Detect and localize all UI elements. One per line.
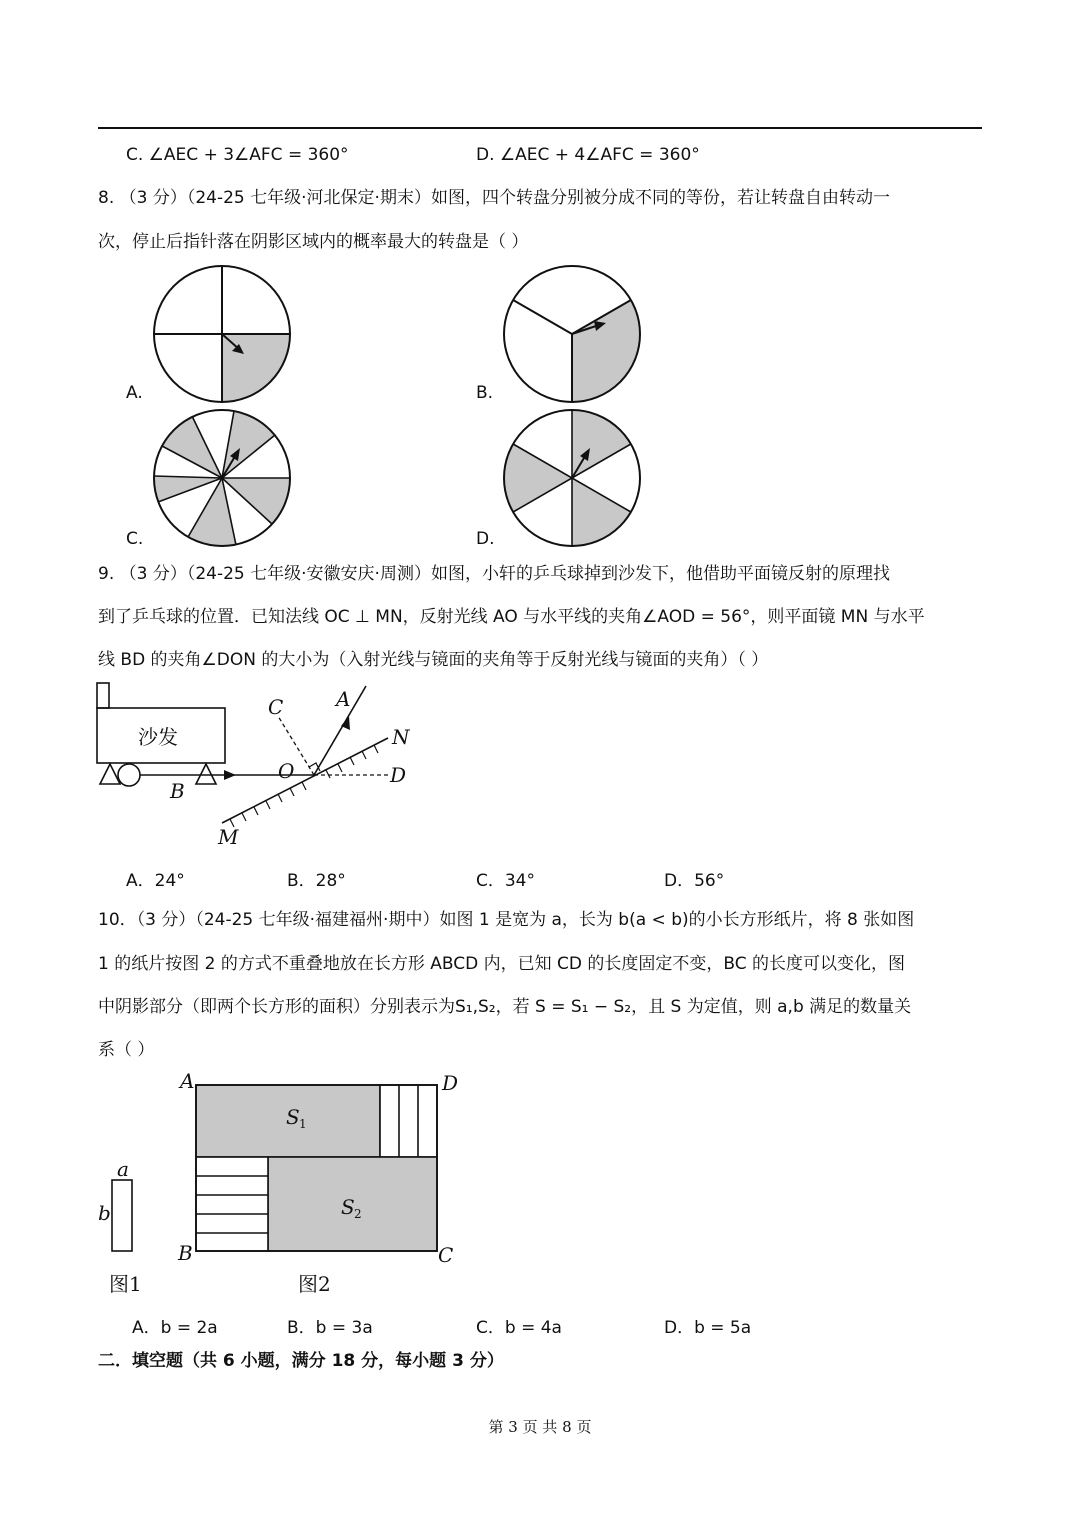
label-rect-b: B	[178, 1241, 193, 1265]
label-s2-sub: 2	[354, 1207, 362, 1221]
q8-option-c: C.	[126, 529, 144, 549]
label-a: A	[336, 687, 351, 711]
q9-option-b: B．28°	[287, 871, 346, 891]
label-s2: S	[341, 1195, 355, 1219]
fig2-caption: 图2	[298, 1272, 331, 1296]
q10-text-line3: 中阴影部分（即两个长方形的面积）分别表示为S₁,S₂，若 S = S₁ − S₂，且 S 为定值，则 a,b 满足的数量关	[98, 997, 912, 1017]
q9-option-a: A．24°	[126, 871, 185, 891]
fig1-caption: 图1	[109, 1272, 142, 1296]
label-d: D	[390, 763, 407, 787]
q9-option-c: C．34°	[476, 871, 536, 891]
q9-mirror-figure	[96, 680, 426, 850]
q8-text-line1: 8. （3 分）（24-25 七年级·河北保定·期末）如图，四个转盘分别被分成不同的等份，若让转盘自由转动一	[98, 188, 890, 208]
q7-option-d: D. ∠AEC + 4∠AFC = 360°	[476, 145, 700, 165]
spinner-b	[502, 264, 642, 404]
label-s1: S	[286, 1105, 300, 1129]
label-rect-a: A	[180, 1069, 195, 1093]
label-b-length: b	[98, 1201, 111, 1225]
label-m: M	[218, 825, 239, 849]
label-b: B	[170, 779, 185, 803]
q10-option-d: D．b = 5a	[664, 1318, 752, 1338]
q10-option-a: A．b = 2a	[132, 1318, 218, 1338]
spinner-d	[502, 408, 642, 548]
sofa-label: 沙发	[138, 725, 178, 749]
label-rect-c: C	[438, 1243, 454, 1267]
q10-rectangle-figure	[96, 1068, 476, 1298]
q8-text-line2: 次，停止后指针落在阴影区域内的概率最大的转盘是（ ）	[98, 232, 529, 252]
q9-text-line2: 到了乒乓球的位置．已知法线 OC ⊥ MN，反射光线 AO 与水平线的夹角∠AOD = 56°，则平面镜 MN 与水平	[98, 607, 925, 627]
header-rule	[98, 127, 982, 129]
label-c: C	[268, 695, 284, 719]
spinner-a	[152, 264, 292, 404]
q10-text-line4: 系（ ）	[98, 1040, 155, 1060]
q10-option-c: C．b = 4a	[476, 1318, 562, 1338]
label-a-width: a	[117, 1157, 129, 1181]
q9-text-line1: 9. （3 分）（24-25 七年级·安徽安庆·周测）如图，小轩的乒乓球掉到沙发下，他借助平面镜反射的原理找	[98, 564, 890, 584]
q10-text-line1: 10．（3 分）（24-25 七年级·福建福州·期中）如图 1 是宽为 a，长为 b(a < b)的小长方形纸片，将 8 张如图	[98, 910, 915, 930]
q8-option-a: A.	[126, 383, 143, 403]
label-n: N	[392, 725, 410, 749]
page-footer: 第 3 页 共 8 页	[488, 1418, 592, 1436]
q10-option-b: B．b = 3a	[287, 1318, 373, 1338]
q8-option-b: B.	[476, 383, 494, 403]
q9-text-line3: 线 BD 的夹角∠DON 的大小为（入射光线与镜面的夹角等于反射光线与镜面的夹角）（ ）	[98, 650, 769, 670]
label-rect-d: D	[442, 1071, 459, 1095]
q9-option-d: D．56°	[664, 871, 725, 891]
label-o: O	[278, 759, 295, 783]
section-2-heading: 二．填空题（共 6 小题，满分 18 分，每小题 3 分）	[98, 1351, 504, 1371]
q7-option-c: C. ∠AEC + 3∠AFC = 360°	[126, 145, 349, 165]
spinner-c	[152, 408, 292, 548]
q10-text-line2: 1 的纸片按图 2 的方式不重叠地放在长方形 ABCD 内，已知 CD 的长度固定不变，BC 的长度可以变化，图	[98, 954, 906, 974]
label-s1-sub: 1	[299, 1117, 307, 1131]
q8-option-d: D.	[476, 529, 495, 549]
